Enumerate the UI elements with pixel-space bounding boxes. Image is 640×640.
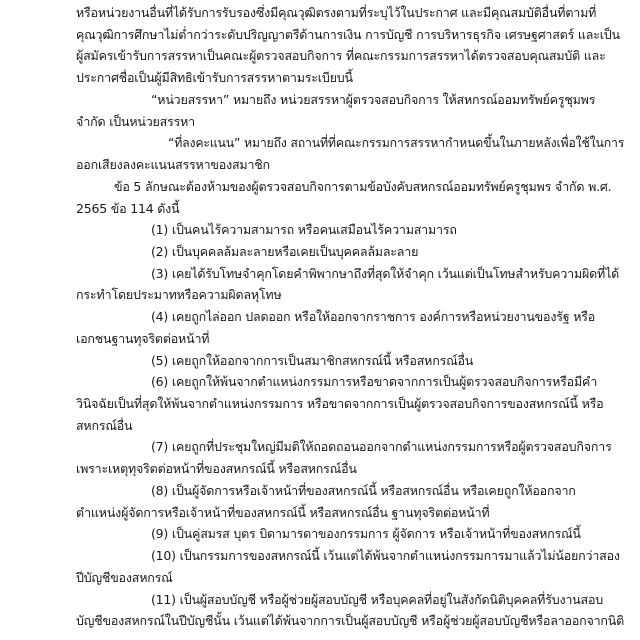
- list-item-10: (10) เป็นกรรมการของสหกรณ์นี้ เว้นแต่ได้พ้นจากตำแหน่งกรรมการมาแล้วไม่น้อยกว่าสอง: [151, 548, 620, 564]
- list-item-11: (11) เป็นผู้สอบบัญชี หรือผู้ช่วยผู้สอบบัญชี หรือบุคคลที่อยู่ในสังกัดนิติบุคคลที่รับงานสอบ: [151, 591, 603, 607]
- definition-polling-place: “ที่ลงคะแนน” หมายถึง สถานที่ที่คณะกรรมการสรรหากำหนดขึ้นในภายหลังเพื่อใช้ในการ: [168, 135, 625, 151]
- text-line-continuation: คุณวุฒิการศึกษาไม่ต่ำกว่าระดับปริญญาตรีด้านการเงิน การบัญชี การบริหารธุรกิจ เศรษฐศาสตร์ และเป็น: [76, 26, 620, 42]
- text-line-continuation: กระทำโดยประมาทหรือความผิดลหุโทษ: [76, 287, 282, 303]
- list-item-5: (5) เคยถูกให้ออกจากการเป็นสมาชิกสหกรณ์นี้ หรือสหกรณ์อื่น: [151, 352, 474, 368]
- text-line-continuation: ผู้สมัครเข้ารับการสรรหาเป็นคณะผู้ตรวจสอบกิจการ ที่คณะกรรมการสรรหาได้ตรวจสอบคุณสมบัติ และ: [76, 48, 606, 64]
- text-line-continuation: เอกชนฐานทุจริตต่อหน้าที่: [76, 330, 210, 346]
- list-item-3: (3) เคยได้รับโทษจำคุกโดยคำพิพากษาถึงที่สุดให้จำคุก เว้นแต่เป็นโทษสำหรับความผิดที่ได้: [151, 265, 620, 281]
- list-item-7: (7) เคยถูกที่ประชุมใหญ่มีมติให้ถอดถอนออกจากตำแหน่งกรรมการหรือผู้ตรวจสอบกิจการ: [151, 439, 612, 455]
- list-item-1: (1) เป็นคนไร้ความสามารถ หรือคนเสมือนไร้ความสามารถ: [151, 222, 457, 238]
- text-line-continuation: สหกรณ์อื่น: [76, 417, 133, 433]
- text-line-continuation: 2565 ข้อ 114 ดังนี้: [76, 200, 180, 216]
- list-item-6: (6) เคยถูกให้พ้นจากตำแหน่งกรรมการหรือขาดจากการเป็นผู้ตรวจสอบกิจการหรือมีคำ: [151, 374, 598, 390]
- text-line-continuation: ประกาศชื่อเป็นผู้มีสิทธิเข้ารับการสรรหาตามระเบียบนี้: [76, 70, 353, 86]
- text-line-continuation: วินิจฉัยเป็นที่สุดให้พ้นจากตำแหน่งกรรมการ หรือขาดจากการเป็นผู้ตรวจสอบกิจการของสหกรณ์นี้ หรือ: [76, 396, 604, 412]
- definition-recruitment-unit: “หน่วยสรรหา” หมายถึง หน่วยสรรหาผู้ตรวจสอบกิจการ ให้สหกรณ์ออมทรัพย์ครูชุมพร: [151, 91, 596, 107]
- text-line-continuation: เพราะเหตุทุจริตต่อหน้าที่ของสหกรณ์นี้ หรือสหกรณ์อื่น: [76, 461, 357, 477]
- list-item-8: (8) เป็นผู้จัดการหรือเจ้าหน้าที่ของสหกรณ์นี้ หรือสหกรณ์อื่น หรือเคยถูกให้ออกจาก: [151, 482, 576, 498]
- text-line-continuation: บัญชีของสหกรณ์ในปีบัญชีนั้น เว้นแต่ได้พ้นจากการเป็นผู้สอบบัญชี หรือผู้ช่วยผู้สอบบัญชีหรือลาออกจากนิติ: [76, 613, 625, 629]
- text-line-continuation: ออกเสียงลงคะแนนสรรหาของสมาชิก: [76, 157, 270, 173]
- text-line-continuation: หรือหน่วยงานอื่นที่ได้รับการรับรองซึ่งมีคุณวุฒิตรงตามที่ระบุไว้ในประกาศ และมีคุณสมบัติอื่นที่ตามที่: [76, 5, 597, 20]
- list-item-9: (9) เป็นคู่สมรส บุตร บิดามารดาของกรรมการ ผู้จัดการ หรือเจ้าหน้าที่ของสหกรณ์นี้: [151, 526, 581, 542]
- text-line-continuation: ปีบัญชีของสหกรณ์: [76, 569, 173, 585]
- clause-5-heading: ข้อ 5 ลักษณะต้องห้ามของผู้ตรวจสอบกิจการตามข้อบังคับสหกรณ์ออมทรัพย์ครูชุมพร จำกัด พ.ศ.: [114, 178, 612, 194]
- text-line-continuation: จำกัด เป็นหน่วยสรรหา: [76, 113, 195, 129]
- text-line-continuation: ตำแหน่งผู้จัดการหรือเจ้าหน้าที่ของสหกรณ์นี้ หรือสหกรณ์อื่น ฐานทุจริตต่อหน้าที่: [76, 504, 490, 520]
- list-item-2: (2) เป็นบุคคลล้มละลายหรือเคยเป็นบุคคลล้มละลาย: [151, 243, 419, 259]
- list-item-4: (4) เคยถูกไล่ออก ปลดออก หรือให้ออกจากราชการ องค์การหรือหน่วยงานของรัฐ หรือ: [151, 309, 596, 325]
